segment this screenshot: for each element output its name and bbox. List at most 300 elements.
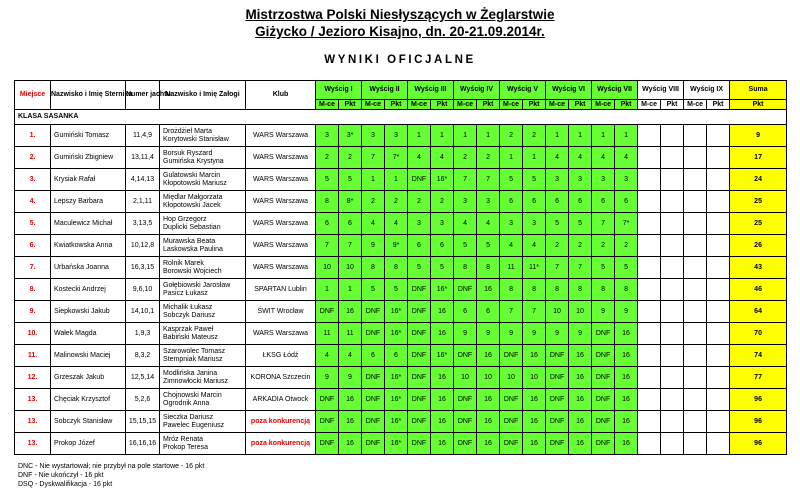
result-cell: 9* [385,235,408,257]
result-cell [661,301,684,323]
result-cell: 3 [316,125,339,147]
result-cell: DNF [454,345,477,367]
result-cell: 16 [615,323,638,345]
total-cell: 25 [730,213,787,235]
crew-cell [160,367,246,389]
result-cell [638,235,661,257]
club-cell: ARKADIA Otwock [246,389,316,411]
helmsman-cell: Gumiński Zbigniew [51,147,126,169]
result-cell: 4 [385,213,408,235]
result-cell: 1 [477,125,500,147]
header-race-place: M-ce [546,100,569,110]
header-race-points: Pkt [615,100,638,110]
result-cell: 16 [431,389,454,411]
header-race-points: Pkt [339,100,362,110]
result-cell: 16 [615,345,638,367]
header-helmsman: Nazwisko i Imię Sternika [51,81,126,110]
result-cell [661,323,684,345]
table-row [15,169,787,191]
result-cell: 9 [615,301,638,323]
header-race-place: M-ce [500,100,523,110]
result-cell: DNF [500,411,523,433]
result-cell: 10 [477,367,500,389]
result-cell: 2 [477,147,500,169]
result-cell: 1 [316,279,339,301]
table-row [15,411,787,433]
result-cell: 6 [477,301,500,323]
result-cell: 6 [592,191,615,213]
table-row [15,433,787,455]
header-sail-no: Numer jachtu [126,81,160,110]
result-cell: 2 [408,191,431,213]
result-cell: DNF [546,367,569,389]
helmsman-cell: Wałek Magda [51,323,126,345]
result-cell [707,345,730,367]
result-cell: 16 [569,433,592,455]
results-table [14,80,787,455]
result-cell: 9 [592,301,615,323]
table-row [15,147,787,169]
crew-cell [160,235,246,257]
header-race-points: Pkt [385,100,408,110]
result-cell: DNF [362,411,385,433]
crew-member-1: Mróz Renata [163,435,204,443]
result-cell [684,279,707,301]
result-cell [707,323,730,345]
result-cell: 8 [569,279,592,301]
helmsman-cell: Kostecki Andrzej [51,279,126,301]
result-cell: DNF [592,411,615,433]
table-row [15,323,787,345]
result-cell: 8 [615,279,638,301]
club-cell: poza konkurencją [246,411,316,433]
result-cell: 10 [569,301,592,323]
header-race-6: Wyścig VI [546,81,592,100]
result-cell: 8 [500,279,523,301]
crew-cell [160,301,246,323]
total-cell: 26 [730,235,787,257]
header-race-points: Pkt [431,100,454,110]
header-race-place: M-ce [684,100,707,110]
crew-cell [160,191,246,213]
crew-member-1: Drożdżiel Marta [163,127,213,135]
total-cell: 24 [730,169,787,191]
result-cell: DNF [316,411,339,433]
result-cell: 1 [408,125,431,147]
header-total-pts: Pkt [730,100,787,110]
result-cell: 1 [385,169,408,191]
result-cell: 1 [500,147,523,169]
result-cell [684,147,707,169]
result-cell: 10 [339,257,362,279]
result-cell: 6 [523,191,546,213]
place-cell: 9. [15,301,51,323]
helmsman-cell: Siepkowski Jakub [51,301,126,323]
result-cell: 16 [339,411,362,433]
result-cell: 1 [431,125,454,147]
result-cell [707,257,730,279]
sail-no-cell: 14,10,1 [126,301,160,323]
result-cell: 2 [454,147,477,169]
result-cell: 10 [500,367,523,389]
result-cell: 16* [431,169,454,191]
club-cell: ŁKSG Łódź [246,345,316,367]
result-cell: 5 [385,279,408,301]
result-cell: 2 [615,235,638,257]
header-race-place: M-ce [638,100,661,110]
header-club: Klub [246,81,316,110]
table-row [15,301,787,323]
crew-member-2: Laskowska Paulina [163,245,223,253]
result-cell: 1 [523,147,546,169]
header-race-place: M-ce [408,100,431,110]
result-cell: 2 [592,235,615,257]
result-cell [684,301,707,323]
total-cell: 46 [730,279,787,301]
result-cell: 16 [615,389,638,411]
result-cell: 16 [339,433,362,455]
result-cell: 4 [431,147,454,169]
crew-cell [160,345,246,367]
place-cell: 5. [15,213,51,235]
result-cell: 7 [339,235,362,257]
result-cell: 16 [523,389,546,411]
crew-member-1: Borsuk Ryszard [163,149,213,157]
crew-cell [160,323,246,345]
result-cell: 6 [408,235,431,257]
header-place: Miejsce [15,81,51,110]
result-cell: 1 [454,125,477,147]
result-cell [707,191,730,213]
result-cell: 6 [362,345,385,367]
result-cell: DNF [362,367,385,389]
club-cell: WARS Warszawa [246,235,316,257]
crew-member-1: Kasprzak Paweł [163,325,214,333]
header-race-points: Pkt [707,100,730,110]
crew-cell [160,389,246,411]
sail-no-cell: 1,9,3 [126,323,160,345]
header-race-points: Pkt [477,100,500,110]
result-cell: DNF [408,279,431,301]
result-cell: 2 [569,235,592,257]
result-cell [638,367,661,389]
result-cell: 4 [362,213,385,235]
result-cell: 1 [339,279,362,301]
crew-member-2: Babiński Mateusz [163,333,218,341]
result-cell: 5 [454,235,477,257]
result-cell [661,411,684,433]
result-cell [638,257,661,279]
result-cell: 3 [385,125,408,147]
crew-member-1: Sieczka Dariusz [163,413,214,421]
crew-member-2: Gumińska Krystyna [163,157,224,165]
result-cell: 16 [477,389,500,411]
result-cell [684,257,707,279]
result-cell: 7 [569,257,592,279]
result-cell [684,169,707,191]
header-race-place: M-ce [454,100,477,110]
result-cell: 6 [615,191,638,213]
result-cell: 3 [546,169,569,191]
result-cell: DNF [454,279,477,301]
result-cell [684,125,707,147]
result-cell: 2 [316,147,339,169]
result-cell: 16 [523,411,546,433]
helmsman-cell: Grzeszak Jakub [51,367,126,389]
legend-line: DSQ - Dyskwalifikacja - 16 pkt [18,481,113,488]
helmsman-cell: Malinowski Maciej [51,345,126,367]
result-cell: 11 [500,257,523,279]
result-cell [661,257,684,279]
result-cell: 4 [454,213,477,235]
sail-no-cell: 2,1,11 [126,191,160,213]
place-cell: 8. [15,279,51,301]
result-cell [661,345,684,367]
result-cell: 16 [569,389,592,411]
result-cell: 9 [569,323,592,345]
helmsman-cell: Maculewicz Michał [51,213,126,235]
result-cell [684,191,707,213]
result-cell: 5 [408,257,431,279]
result-cell [661,235,684,257]
result-cell: DNF [500,345,523,367]
result-cell: 8 [546,279,569,301]
result-cell: 8* [339,191,362,213]
result-cell: 16 [569,367,592,389]
table-row [15,125,787,147]
result-cell: 16 [477,279,500,301]
result-cell: 6 [316,213,339,235]
result-cell: 16 [431,411,454,433]
result-cell: 7 [546,257,569,279]
result-cell: 4 [477,213,500,235]
result-cell: DNF [362,301,385,323]
result-cell [707,301,730,323]
total-cell: 43 [730,257,787,279]
total-cell: 74 [730,345,787,367]
helmsman-cell: Sobczyk Stanisław [51,411,126,433]
result-cell: DNF [454,389,477,411]
result-cell: 2 [431,191,454,213]
result-cell: DNF [454,433,477,455]
table-row [15,389,787,411]
crew-cell [160,411,246,433]
club-cell: poza konkurencją [246,433,316,455]
header-total: Suma [730,81,787,100]
result-cell: 16 [431,301,454,323]
result-cell: DNF [546,345,569,367]
result-cell: DNF [362,433,385,455]
result-cell: DNF [362,389,385,411]
result-cell: 8 [385,257,408,279]
crew-cell [160,213,246,235]
place-cell: 3. [15,169,51,191]
crew-cell [160,147,246,169]
table-row [15,279,787,301]
result-cell [684,433,707,455]
result-cell: 6 [500,191,523,213]
result-cell: 4 [523,235,546,257]
result-cell: 16* [385,433,408,455]
sail-no-cell: 10,12,8 [126,235,160,257]
crew-member-1: Gulatowski Marcin [163,171,221,179]
result-cell: 16 [477,411,500,433]
result-cell: 3 [362,125,385,147]
result-cell: 3 [615,169,638,191]
result-cell: 16* [431,279,454,301]
crew-member-1: Szarowolec Tomasz [163,347,226,355]
result-cell [638,301,661,323]
title-line1: Mistrzostwa Polski Niesłyszących w Żeglarstwie [245,7,555,22]
crew-cell [160,279,246,301]
crew-member-1: Rolnik Marek [163,259,204,267]
result-cell: 4 [546,147,569,169]
result-cell [684,367,707,389]
header-race-5: Wyścig V [500,81,546,100]
result-cell: 8 [523,279,546,301]
result-cell: 7 [500,301,523,323]
result-cell: 6 [339,213,362,235]
result-cell: 11 [316,323,339,345]
result-cell: 4 [569,147,592,169]
header-race-4: Wyścig IV [454,81,500,100]
result-cell [707,147,730,169]
result-cell: 6 [546,191,569,213]
result-cell: 6 [569,191,592,213]
result-cell: DNF [408,301,431,323]
helmsman-cell: Gumiński Tomasz [51,125,126,147]
result-cell: 11* [523,257,546,279]
result-cell [707,367,730,389]
place-cell: 4. [15,191,51,213]
helmsman-cell: Urbańska Joanna [51,257,126,279]
result-cell: 9 [339,367,362,389]
result-cell: 1 [362,169,385,191]
crew-member-2: Stempniak Mariusz [163,355,223,363]
result-cell: 7 [316,235,339,257]
result-cell: DNF [408,169,431,191]
result-cell: 4 [592,147,615,169]
result-cell: 11 [339,323,362,345]
result-cell: 16 [569,345,592,367]
crew-cell [160,257,246,279]
place-cell: 1. [15,125,51,147]
result-cell: 9 [523,323,546,345]
table-row [15,213,787,235]
place-cell: 6. [15,235,51,257]
helmsman-cell: Lepszy Barbara [51,191,126,213]
result-cell: 2 [339,147,362,169]
helmsman-cell: Kwiatkowska Anna [51,235,126,257]
result-cell: DNF [454,411,477,433]
result-cell: DNF [592,367,615,389]
result-cell: 16* [385,323,408,345]
legend-line: DNC - Nie wystartował; nie przybył na pole startowe - 16 pkt [18,463,205,470]
legend-line: DNF - Nie ukończył - 16 pkt [18,472,104,479]
sail-no-cell: 4,14,13 [126,169,160,191]
crew-member-2: Kłopotowski Mariusz [163,179,227,187]
result-cell: 8 [592,279,615,301]
result-cell [707,279,730,301]
result-cell: DNF [546,389,569,411]
total-cell: 77 [730,367,787,389]
result-cell: 2 [362,191,385,213]
subtitle: WYNIKI OFICJALNE [324,54,476,66]
result-cell: 10 [316,257,339,279]
result-cell: DNF [408,389,431,411]
sail-no-cell: 11,4,9 [126,125,160,147]
result-cell: 16 [523,345,546,367]
result-cell: 3 [500,213,523,235]
result-cell: 2 [385,191,408,213]
sail-no-cell: 15,15,15 [126,411,160,433]
crew-member-2: Pawelec Eugeniusz [163,421,225,429]
header-race-place: M-ce [316,100,339,110]
result-cell: DNF [408,323,431,345]
result-cell: 16* [385,301,408,323]
result-cell: 3 [592,169,615,191]
result-cell: 4 [500,235,523,257]
result-cell: 9 [500,323,523,345]
table-row [15,257,787,279]
result-cell: 10 [546,301,569,323]
table-row [15,191,787,213]
result-cell: 4 [316,345,339,367]
result-cell: 16 [431,433,454,455]
result-cell [684,323,707,345]
header-race-points: Pkt [569,100,592,110]
result-cell: 16 [339,389,362,411]
result-cell [638,433,661,455]
club-cell: ŚWIT Wrocław [246,301,316,323]
result-cell: DNF [592,345,615,367]
result-cell: 5 [615,257,638,279]
result-cell: 16 [477,345,500,367]
crew-member-1: Michalik Łukasz [163,303,213,311]
result-cell: 7 [592,213,615,235]
result-cell [684,411,707,433]
result-cell: 6 [454,301,477,323]
header-race-8: Wyścig VIII [638,81,684,100]
crew-member-1: Chojnowski Marcin [163,391,222,399]
result-cell: 16 [477,433,500,455]
place-cell: 11. [15,345,51,367]
result-cell: 16 [339,301,362,323]
place-cell: 7. [15,257,51,279]
result-cell: 7* [615,213,638,235]
result-cell: 4 [408,147,431,169]
result-cell [638,169,661,191]
table-row [15,345,787,367]
result-cell [684,235,707,257]
result-cell: DNF [408,411,431,433]
result-cell: DNF [316,433,339,455]
sail-no-cell: 8,3,2 [126,345,160,367]
result-cell [661,169,684,191]
result-cell: 16 [569,411,592,433]
result-cell: DNF [362,323,385,345]
result-cell: 16* [431,345,454,367]
helmsman-cell: Chęciak Krzysztof [51,389,126,411]
result-cell: DNF [316,301,339,323]
crew-member-1: Międlar Małgorzata [163,193,223,201]
result-cell: 3 [431,213,454,235]
result-cell: 5 [477,235,500,257]
club-cell: WARS Warszawa [246,257,316,279]
result-cell [638,279,661,301]
table-row [15,367,787,389]
crew-member-1: Modlińska Janina [163,369,218,377]
